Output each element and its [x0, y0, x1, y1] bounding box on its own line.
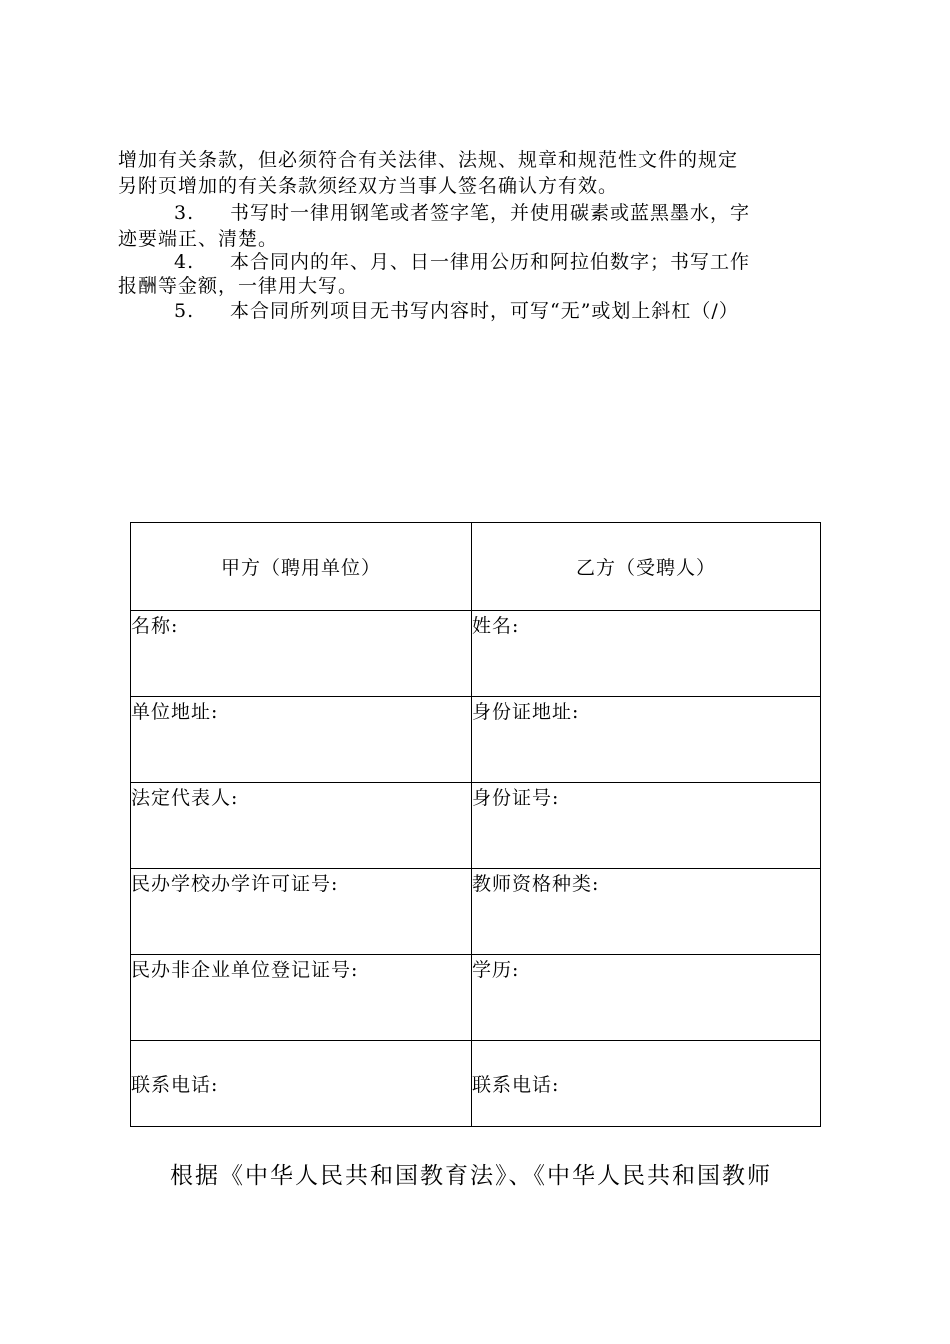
- note-item-5-text: 本合同所列项目无书写内容时，可写“无”或划上斜杠（/）: [230, 300, 739, 322]
- note-intro-line-1: 增加有关条款，但必须符合有关法律、法规、规章和规范性文件的规定: [118, 149, 739, 171]
- note-item-3-number: 3.: [174, 202, 195, 224]
- closing-paragraph: 根据《中华人民共和国教育法》、《中华人民共和国教师: [170, 1163, 772, 1189]
- party-b-teacher-qualification-field[interactable]: 教师资格种类:: [472, 869, 821, 955]
- note-item-4-continuation: 报酬等金额，一律用大写。: [118, 275, 359, 297]
- note-item-5: [118, 299, 886, 323]
- table-row: [131, 1041, 821, 1127]
- table-row: [131, 955, 821, 1041]
- party-a-name-field[interactable]: 名称:: [131, 611, 472, 697]
- party-b-header: 乙方（受聘人）: [472, 523, 821, 611]
- party-a-school-license-field[interactable]: 民办学校办学许可证号:: [131, 869, 472, 955]
- note-item-4: [118, 250, 886, 274]
- note-item-4-number: 4.: [174, 251, 195, 273]
- note-item-4-text: 本合同内的年、月、日一律用公历和阿拉伯数字；书写工作: [230, 251, 751, 273]
- table-row: [131, 611, 821, 697]
- parties-table: [130, 522, 821, 1127]
- parties-header-row: [131, 523, 821, 611]
- table-row: [131, 783, 821, 869]
- note-item-3-text: 书写时一律用钢笔或者签字笔，并使用碳素或蓝黑墨水，字: [230, 202, 751, 224]
- table-row: [131, 869, 821, 955]
- party-b-id-number-field[interactable]: 身份证号:: [472, 783, 821, 869]
- party-a-header: 甲方（聘用单位）: [131, 523, 472, 611]
- note-item-3: [118, 201, 886, 225]
- note-item-5-number: 5.: [174, 300, 195, 322]
- table-row: [131, 697, 821, 783]
- party-a-phone-field[interactable]: 联系电话:: [131, 1041, 472, 1127]
- party-a-address-field[interactable]: 单位地址:: [131, 697, 472, 783]
- party-b-education-field[interactable]: 学历:: [472, 955, 821, 1041]
- party-b-name-field[interactable]: 姓名:: [472, 611, 821, 697]
- note-intro-line-2: 另附页增加的有关条款须经双方当事人签名确认方有效。: [118, 175, 619, 197]
- party-a-registration-number-field[interactable]: 民办非企业单位登记证号:: [131, 955, 472, 1041]
- party-b-id-address-field[interactable]: 身份证地址:: [472, 697, 821, 783]
- party-a-legal-rep-field[interactable]: 法定代表人:: [131, 783, 472, 869]
- note-item-3-continuation: 迹要端正、清楚。: [118, 228, 279, 250]
- party-b-phone-field[interactable]: 联系电话:: [472, 1041, 821, 1127]
